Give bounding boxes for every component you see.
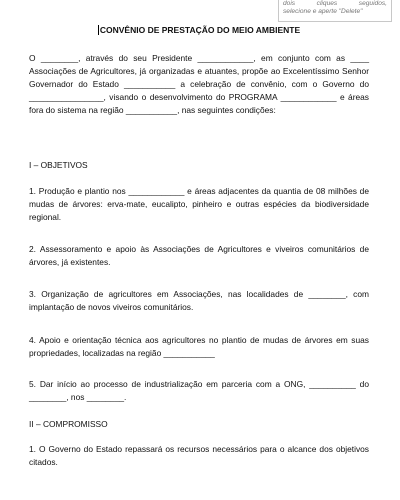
objective-2: 2. Assessoramento e apoio às Associações de Agricultores e viveiros comunitários de árvores, já existentes. bbox=[29, 244, 369, 267]
section-objectives-heading: I – OBJETIVOS bbox=[29, 160, 88, 170]
delete-hint-line-2: selecione e aperte "Delete" bbox=[283, 8, 363, 15]
objective-3: 3. Organização de agricultores em Associações, nas localidades de ________, com implantação de novos viveiros comunitários. bbox=[29, 289, 369, 312]
section-commitment-heading: II – COMPROMISSO bbox=[29, 419, 108, 429]
commitment-1: 1. O Governo do Estado repassará os recursos necessários para o alcance dos objetivos citados. bbox=[29, 444, 369, 467]
objective-5: 5. Dar início ao processo de industrialização em parceria com a ONG, __________ do ________, nos ________. bbox=[29, 379, 369, 402]
intro-paragraph: O ________, através do seu Presidente ____________, em conjunto com as ____ Associações de Agricultores, já organizadas e atuantes, propõe ao Excelentíssimo Senhor Governador do Estado ___________ a celebração de convênio, com o Governo do ________________, visando o desenvolvimento do PROGRAMA ____________ e áreas fora do sistema na região ___________, nas seguintes condições: bbox=[29, 53, 369, 115]
document-title-block[interactable] bbox=[29, 24, 369, 36]
text-cursor bbox=[98, 25, 99, 35]
objective-4: 4. Apoio e orientação técnica aos agricultores no plantio de mudas de árvores em suas propriedades, localizadas na região ___________ bbox=[29, 335, 369, 358]
page-bottom-fade bbox=[0, 488, 400, 500]
delete-hint-note bbox=[278, 0, 392, 22]
document-title: CONVÊNIO DE PRESTAÇÃO DO MEIO AMBIENTE bbox=[99, 25, 301, 35]
objective-1: 1. Produção e plantio nos ____________ e áreas adjacentes da quantia de 08 milhões de mudas de árvores: erva-mate, eucalipto, pinheiro e outras espécies da biodiversidade regional. bbox=[29, 186, 369, 222]
delete-hint-line-1: dois cliques seguidos, bbox=[283, 0, 387, 7]
